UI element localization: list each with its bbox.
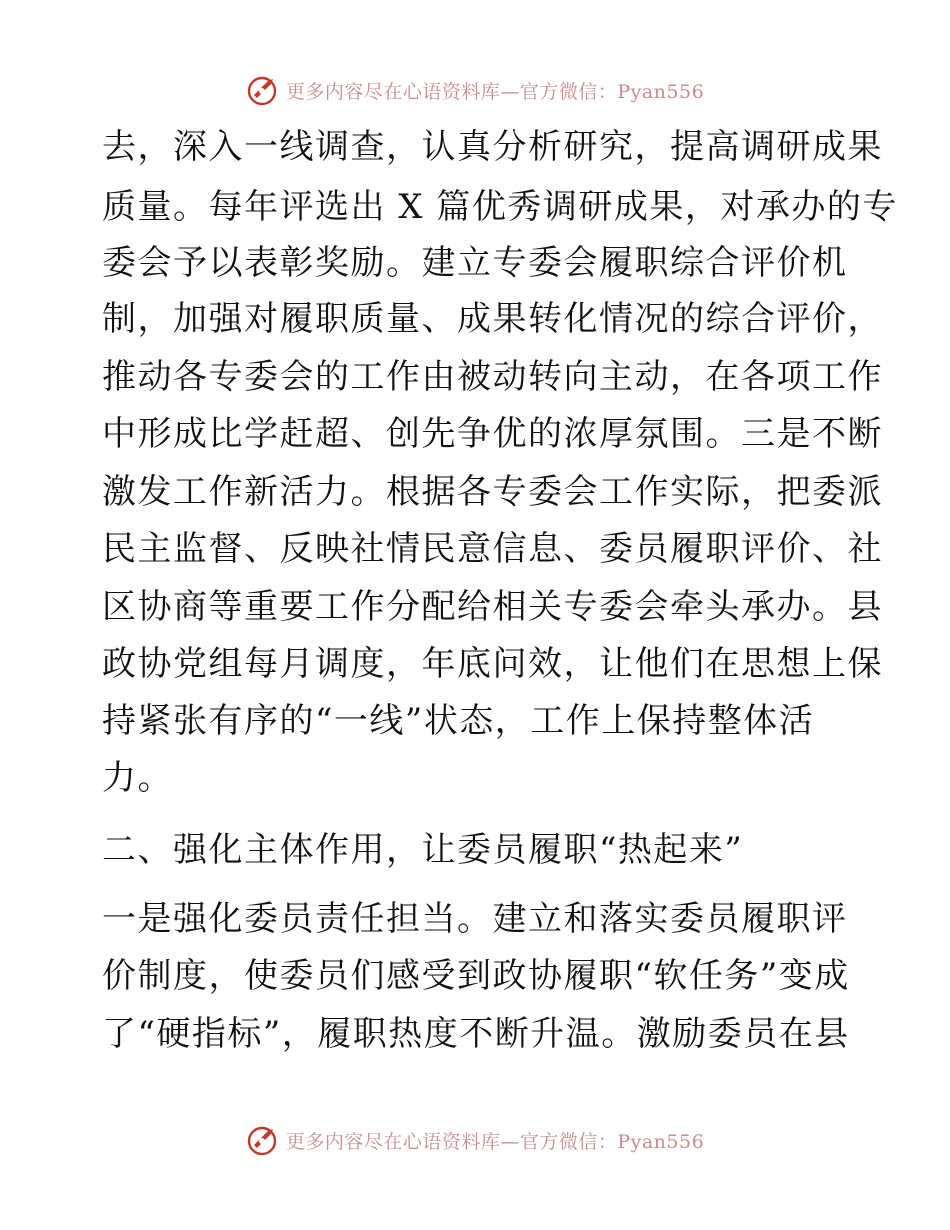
text-line: 推动各专委会的工作由被动转向主动，在各项工作 [102,357,883,397]
watermark-footer [0,1120,950,1160]
watermark-header [0,70,950,110]
text-line: 委会予以表彰奖励。建立专委会履职综合评价机 [102,243,848,283]
text-line: 了“硬指标”，履职热度不断升温。激励委员在县 [102,1014,850,1054]
text-line: 价制度，使委员们感受到政协履职“软任务”变成 [102,956,850,996]
text-line: 激发工作新活力。根据各专委会工作实际，把委派 [102,472,883,512]
text-line: 制，加强对履职质量、成果转化情况的综合评价， [102,299,883,339]
text-line: 区协商等重要工作分配给相关专委会牵头承办。县 [102,587,883,627]
text-line: 去，深入一线调查，认真分析研究，提高调研成果 [102,127,883,167]
text-line: 力。 [102,758,173,798]
watermark-text: 更多内容尽在心语资料库—官方微信：Pyan556 [285,80,705,103]
pen-logo-icon [246,73,280,107]
text-line: 中形成比学赶超、创先争优的浓厚氛围。三是不断 [102,414,883,454]
watermark-text: 更多内容尽在心语资料库—官方微信：Pyan556 [285,1130,705,1153]
text-line: 二、强化主体作用，让委员履职“热起来” [102,830,744,870]
text-line: 一是强化委员责任担当。建立和落实委员履职评 [102,899,848,939]
text-line: 持紧张有序的“一线”状态，工作上保持整体活 [102,701,815,741]
pen-logo-icon [246,1123,280,1157]
text-line: 民主监督、反映社情民意信息、委员履职评价、社 [102,529,883,569]
text-line: 质量。每年评选出 X 篇优秀调研成果，对承办的专 [102,187,898,227]
text-line: 政协党组每月调度，年底问效，让他们在思想上保 [102,644,883,684]
